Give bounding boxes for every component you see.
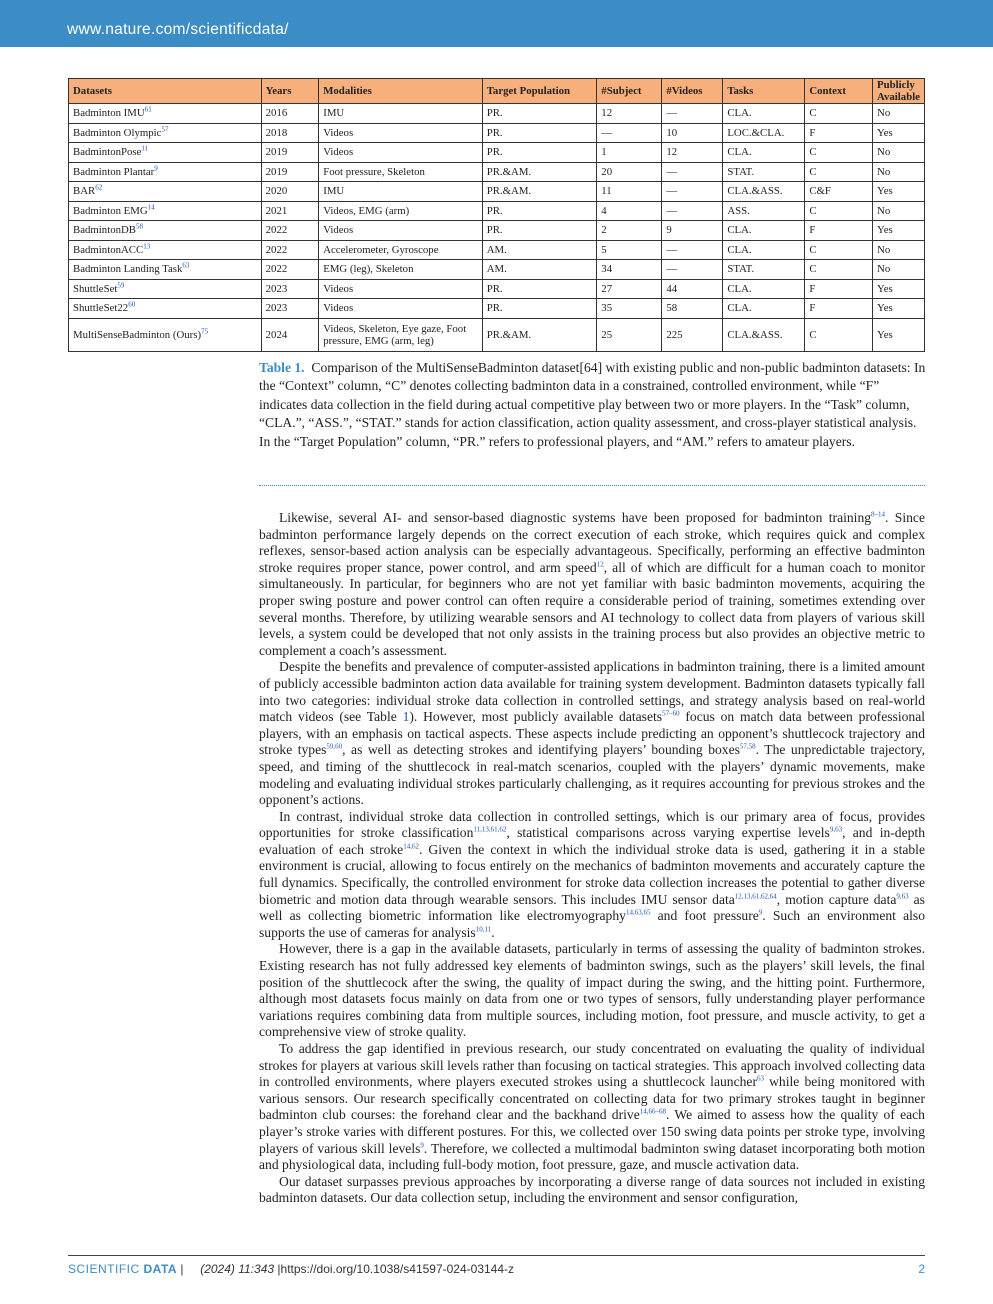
- citation-link[interactable]: 12: [596, 560, 604, 569]
- dataset-name-cell: [69, 260, 262, 280]
- videos-cell: —: [662, 162, 723, 182]
- dataset-name: BAR: [73, 185, 96, 198]
- table-row: [69, 279, 925, 299]
- dataset-name-cell: [69, 182, 262, 202]
- citation-link[interactable]: 57–60: [662, 709, 680, 718]
- context-cell: F: [805, 221, 873, 241]
- dataset-name: BadmintonACC: [73, 243, 144, 256]
- citation-link[interactable]: 58: [135, 222, 143, 231]
- context-cell: C: [805, 260, 873, 280]
- dataset-name: Badminton Plantar: [73, 165, 155, 178]
- tasks-cell: CLA.: [723, 240, 805, 260]
- videos-cell: —: [662, 201, 723, 221]
- table-row: [69, 201, 925, 221]
- column-header: Years: [261, 79, 319, 104]
- column-header: Modalities: [319, 79, 483, 104]
- footer-separator: |: [180, 1262, 184, 1276]
- table-row: [69, 299, 925, 319]
- dataset-name-cell: [69, 162, 262, 182]
- dataset-name: ShuttleSet: [73, 282, 118, 295]
- column-header: Target Population: [482, 79, 597, 104]
- year-cell: 2016: [261, 104, 319, 124]
- subject-cell: 12: [597, 104, 662, 124]
- dataset-name-cell: [69, 279, 262, 299]
- table-row: [69, 240, 925, 260]
- journal-header-bar: [0, 0, 993, 47]
- dataset-name: Badminton Olympic: [73, 126, 162, 139]
- videos-cell: 58: [662, 299, 723, 319]
- body-paragraph: To address the gap identified in previous research, our study concentrated on evaluating the quality of individual strokes for players at various skill levels rather than focusing on tactical strategies. This approach involved collecting data in controlled environments, where players executed strokes using a shuttlecock launcher$^{63}$ while being monitored with various sensors. Our research specifically concentrated on collecting data for two primary strokes taught in beginner badminton club courses: the forehand clear and the backhand drive$^{14,66-68}$. We aimed to assess how the quality of each player’s stroke varies with different postures. For this, we collected over 150 swing data points per stroke type, involving players of various skill levels$^9$. Therefore, we collected a multimodal badminton swing dataset incorporating both motion and physiological data, including full-body motion, foot pressure, gaze, and muscle activation data.: [259, 1041, 925, 1173]
- modalities-cell: Videos: [319, 279, 483, 299]
- context-cell: C&F: [805, 182, 873, 202]
- journal-url-link[interactable]: www.nature.com/scientificdata/: [67, 21, 289, 38]
- videos-cell: —: [662, 182, 723, 202]
- population-cell: PR.&AM.: [482, 318, 597, 351]
- citation-link[interactable]: 61: [144, 105, 152, 114]
- public-cell: No: [873, 143, 925, 163]
- table-row: [69, 143, 925, 163]
- column-header: Publicly Available: [873, 79, 925, 104]
- public-cell: No: [873, 240, 925, 260]
- public-cell: Yes: [873, 123, 925, 143]
- tasks-cell: CLA.: [723, 279, 805, 299]
- section-divider: [259, 485, 925, 486]
- context-cell: F: [805, 279, 873, 299]
- dataset-name-cell: [69, 143, 262, 163]
- modalities-cell: Accelerometer, Gyroscope: [319, 240, 483, 260]
- videos-cell: 10: [662, 123, 723, 143]
- modalities-cell: Videos: [319, 221, 483, 241]
- citation-link[interactable]: 62: [95, 183, 103, 192]
- population-cell: PR.: [482, 123, 597, 143]
- public-cell: Yes: [873, 318, 925, 351]
- citation-link[interactable]: 9: [758, 908, 763, 917]
- page-footer: [68, 1262, 925, 1276]
- subject-cell: 25: [597, 318, 662, 351]
- population-cell: PR.&AM.: [482, 182, 597, 202]
- dataset-name-cell: [69, 201, 262, 221]
- year-cell: 2023: [261, 299, 319, 319]
- population-cell: PR.: [482, 143, 597, 163]
- subject-cell: 5: [597, 240, 662, 260]
- datasets-comparison-table: [68, 78, 925, 352]
- modalities-cell: Videos, EMG (arm): [319, 201, 483, 221]
- citation-link[interactable]: 57: [161, 125, 169, 134]
- citation-link[interactable]: 9: [420, 1141, 424, 1150]
- citation-link[interactable]: 8–14: [871, 510, 886, 519]
- footer-citation: (2024) 11:343: [200, 1262, 275, 1276]
- doi-link[interactable]: https://doi.org/10.1038/s41597-024-03144-z: [280, 1262, 515, 1276]
- context-cell: C: [805, 240, 873, 260]
- table-row: [69, 123, 925, 143]
- context-cell: C: [805, 162, 873, 182]
- table-row: [69, 162, 925, 182]
- videos-cell: 9: [662, 221, 723, 241]
- public-cell: Yes: [873, 182, 925, 202]
- dataset-name-cell: [69, 123, 262, 143]
- table-row: [69, 260, 925, 280]
- videos-cell: —: [662, 260, 723, 280]
- citation-link[interactable]: 9,63: [829, 825, 843, 834]
- population-cell: PR.: [482, 201, 597, 221]
- column-header: Context: [805, 79, 873, 104]
- brand-data: DATA: [143, 1262, 178, 1276]
- citation-link[interactable]: 14,62: [403, 842, 419, 851]
- citation-link[interactable]: 59,60: [326, 742, 343, 751]
- year-cell: 2021: [261, 201, 319, 221]
- public-cell: No: [873, 260, 925, 280]
- table-reference-link[interactable]: 1: [402, 709, 410, 725]
- videos-cell: —: [662, 240, 723, 260]
- dataset-name-cell: [69, 299, 262, 319]
- year-cell: 2020: [261, 182, 319, 202]
- citation-link[interactable]: 63: [756, 1074, 764, 1083]
- population-cell: AM.: [482, 240, 597, 260]
- citation-link[interactable]: 60: [128, 300, 136, 309]
- year-cell: 2019: [261, 143, 319, 163]
- tasks-cell: ASS.: [723, 201, 805, 221]
- citation-link[interactable]: 9,63: [896, 892, 909, 901]
- citation-link[interactable]: 13: [143, 242, 151, 251]
- context-cell: C: [805, 104, 873, 124]
- footer-rule: [68, 1255, 925, 1256]
- subject-cell: 1: [597, 143, 662, 163]
- citation-link[interactable]: 11,13,61,62: [473, 825, 507, 834]
- modalities-cell: IMU: [319, 104, 483, 124]
- subject-cell: 4: [597, 201, 662, 221]
- subject-cell: —: [597, 123, 662, 143]
- dataset-name: Badminton EMG: [73, 204, 148, 217]
- context-cell: C: [805, 143, 873, 163]
- tasks-cell: LOC.&CLA.: [723, 123, 805, 143]
- modalities-cell: Videos, Skeleton, Eye gaze, Foot pressure, EMG (arm, leg): [319, 318, 483, 351]
- public-cell: No: [873, 104, 925, 124]
- population-cell: PR.: [482, 104, 597, 124]
- tasks-cell: CLA.&ASS.: [723, 318, 805, 351]
- year-cell: 2022: [261, 260, 319, 280]
- citation-link[interactable]: 14: [147, 203, 155, 212]
- caption-text: Comparison of the MultiSenseBadminton dataset[64] with existing public and non-public badminton datasets: In the “Context” column, “C” denotes collecting badminton data in a constrained, controlled environment, while “F” indicates data collection in the field during actual competitive play between two or more players. In the “Task” column, “CLA.”, “ASS.”, “STAT.” stands for action classification, action quality assessment, and cross-player statistical analysis. In the “Target Population” column, “PR.” refers to professional players, and “AM.” refers to amateur players.: [259, 360, 926, 449]
- citation-link[interactable]: 10,11: [475, 925, 492, 934]
- body-text: [259, 510, 925, 1207]
- table-row: [69, 221, 925, 241]
- body-paragraph: Despite the benefits and prevalence of computer-assisted applications in badminton training, there is a limited amount of publicly accessible badminton action data available for training system development. Badminton datasets typically fall into two categories: individual stroke data collection in controlled settings, and strategy analysis based on real-world match videos (see Table 1). However, most publicly available datasets$^{57-60}$ focus on match data between professional players, with an emphasis on tactical aspects. These aspects include predicting an opponent’s shuttlecock trajectory and stroke types$^{59,60}$, as well as detecting strokes and identifying players’ bounding boxes$^{57,58}$. The unpredictable trajectory, speed, and timing of the shuttlecock in real-match scenarios, coupled with the players’ dynamic movements, make modeling and evaluating individual strokes particularly challenging, as it requires accounting for previous strokes and the opponent’s actions.: [259, 659, 926, 808]
- citation-link[interactable]: 9: [154, 164, 158, 173]
- column-header: Datasets: [69, 79, 262, 104]
- videos-cell: 44: [662, 279, 723, 299]
- subject-cell: 27: [597, 279, 662, 299]
- dataset-name: BadmintonPose: [73, 146, 142, 159]
- modalities-cell: IMU: [319, 182, 483, 202]
- citation-link[interactable]: 12,13,61,62,64: [734, 892, 777, 901]
- dataset-name: BadmintonDB: [73, 224, 136, 237]
- subject-cell: 2: [597, 221, 662, 241]
- dataset-name: ShuttleSet22: [73, 302, 129, 315]
- body-paragraph: In contrast, individual stroke data collection in controlled settings, which is our primary area of focus, provides opportunities for stroke classification$^{11,13,61,62}$, statistical comparisons across varying expertise levels$^{9,63}$, and in-depth evaluation of each stroke$^{14,62}$. Given the context in which the individual stroke data is used, gathering it in a stable environment is crucial, allowing to focus entirely on the mechanics of badminton movements and accurately capture the full dynamics. Specifically, the controlled environment for stroke data collection increases the potential to gather diverse biometric and motion data through wearable sensors. This includes IMU sensor data$^{12,13,61,62,64}$, motion capture data$^{9,63}$ as well as collecting biometric information like electromyography$^{14,63,65}$ and foot pressure$^9$. Such an environment also supports the use of cameras for analysis$^{10,11}$.: [259, 808, 926, 940]
- videos-cell: 225: [662, 318, 723, 351]
- table-header-row: [69, 79, 925, 104]
- population-cell: PR.: [482, 221, 597, 241]
- modalities-cell: Videos: [319, 299, 483, 319]
- journal-brand: [68, 1262, 177, 1276]
- year-cell: 2022: [261, 240, 319, 260]
- modalities-cell: Foot pressure, Skeleton: [319, 162, 483, 182]
- dataset-name: Badminton Landing Task: [73, 263, 183, 276]
- dataset-name: Badminton IMU: [73, 107, 145, 120]
- brand-scientific: SCIENTIFIC: [68, 1262, 140, 1276]
- tasks-cell: CLA.&ASS.: [723, 182, 805, 202]
- modalities-cell: Videos: [319, 143, 483, 163]
- body-paragraph: Our dataset surpasses previous approaches by incorporating a diverse range of data sources not included in existing badminton datasets. Our data collection setup, including the environment and sensor configuration,: [259, 1173, 925, 1206]
- table-row: [69, 318, 925, 351]
- population-cell: PR.&AM.: [482, 162, 597, 182]
- subject-cell: 11: [597, 182, 662, 202]
- citation-link[interactable]: 14,66–68: [639, 1107, 666, 1116]
- citation-link[interactable]: 11: [141, 144, 149, 153]
- context-cell: C: [805, 318, 873, 351]
- dataset-name-cell: [69, 318, 262, 351]
- tasks-cell: CLA.: [723, 299, 805, 319]
- subject-cell: 34: [597, 260, 662, 280]
- citation-link[interactable]: 14,63,65: [625, 908, 651, 917]
- body-paragraph: Likewise, several AI- and sensor-based diagnostic systems have been proposed for badminton training$^{8-14}$. Since badminton performance largely depends on the correct execution of each stroke, which requires quick and complex reflexes, sensor-based action analysis can be especially advantageous. Specifically, performing an effective badminton stroke requires proper stance, power control, and arm speed$^{12}$, all of which are difficult for a human coach to monitor simultaneously. In particular, for beginners who are not yet familiar with basic badminton movements, acquiring the proper swing posture and power control can often require a considerable period of training, sometimes extending over several months. Therefore, by utilizing wearable sensors and AI technology to collect data from players of various skill levels, a system could be developed that not only assists in the training process but also provides an objective metric to complement a coach’s assessment.: [259, 510, 926, 658]
- dataset-name-cell: [69, 104, 262, 124]
- public-cell: Yes: [873, 299, 925, 319]
- modalities-cell: Videos: [319, 123, 483, 143]
- modalities-cell: EMG (leg), Skeleton: [319, 260, 483, 280]
- tasks-cell: CLA.: [723, 221, 805, 241]
- column-header: #Videos: [662, 79, 723, 104]
- public-cell: Yes: [873, 221, 925, 241]
- year-cell: 2022: [261, 221, 319, 241]
- population-cell: PR.: [482, 299, 597, 319]
- citation-link[interactable]: 57,58: [739, 742, 756, 751]
- subject-cell: 20: [597, 162, 662, 182]
- subject-cell: 35: [597, 299, 662, 319]
- body-paragraph: However, there is a gap in the available datasets, particularly in terms of assessing the quality of badminton strokes. Existing research has not fully addressed key elements of badminton swings, such as the players’ skill levels, the final position of the shuttlecock after the swing, the quality of impact during the swing, and the hitting point. Furthermore, although most datasets focus mainly on data from one or two types of sensors, fully understanding player performance variations requires combining data from multiple sources, including motion, foot pressure, and muscle activity, to get a comprehensive view of stroke quality.: [259, 941, 925, 1040]
- population-cell: PR.: [482, 279, 597, 299]
- year-cell: 2024: [261, 318, 319, 351]
- year-cell: 2019: [261, 162, 319, 182]
- column-header: Tasks: [723, 79, 805, 104]
- caption-label: Table 1.: [259, 360, 305, 375]
- tasks-cell: CLA.: [723, 104, 805, 124]
- citation-link[interactable]: 75: [201, 326, 209, 335]
- tasks-cell: CLA.: [723, 143, 805, 163]
- videos-cell: —: [662, 104, 723, 124]
- tasks-cell: STAT.: [723, 162, 805, 182]
- table-caption: [259, 359, 926, 451]
- videos-cell: 12: [662, 143, 723, 163]
- table-row: [69, 182, 925, 202]
- dataset-name-cell: [69, 221, 262, 241]
- context-cell: F: [805, 123, 873, 143]
- public-cell: No: [873, 162, 925, 182]
- column-header: #Subject: [597, 79, 662, 104]
- year-cell: 2023: [261, 279, 319, 299]
- public-cell: Yes: [873, 279, 925, 299]
- context-cell: C: [805, 201, 873, 221]
- dataset-name: MultiSenseBadminton (Ours): [73, 328, 202, 341]
- citation-link[interactable]: 63: [182, 261, 190, 270]
- footer-separator: |: [277, 1262, 281, 1276]
- tasks-cell: STAT.: [723, 260, 805, 280]
- page-number: 2: [918, 1262, 925, 1276]
- population-cell: AM.: [482, 260, 597, 280]
- table-row: [69, 104, 925, 124]
- year-cell: 2018: [261, 123, 319, 143]
- citation-link[interactable]: 59: [117, 281, 125, 290]
- public-cell: No: [873, 201, 925, 221]
- context-cell: F: [805, 299, 873, 319]
- dataset-name-cell: [69, 240, 262, 260]
